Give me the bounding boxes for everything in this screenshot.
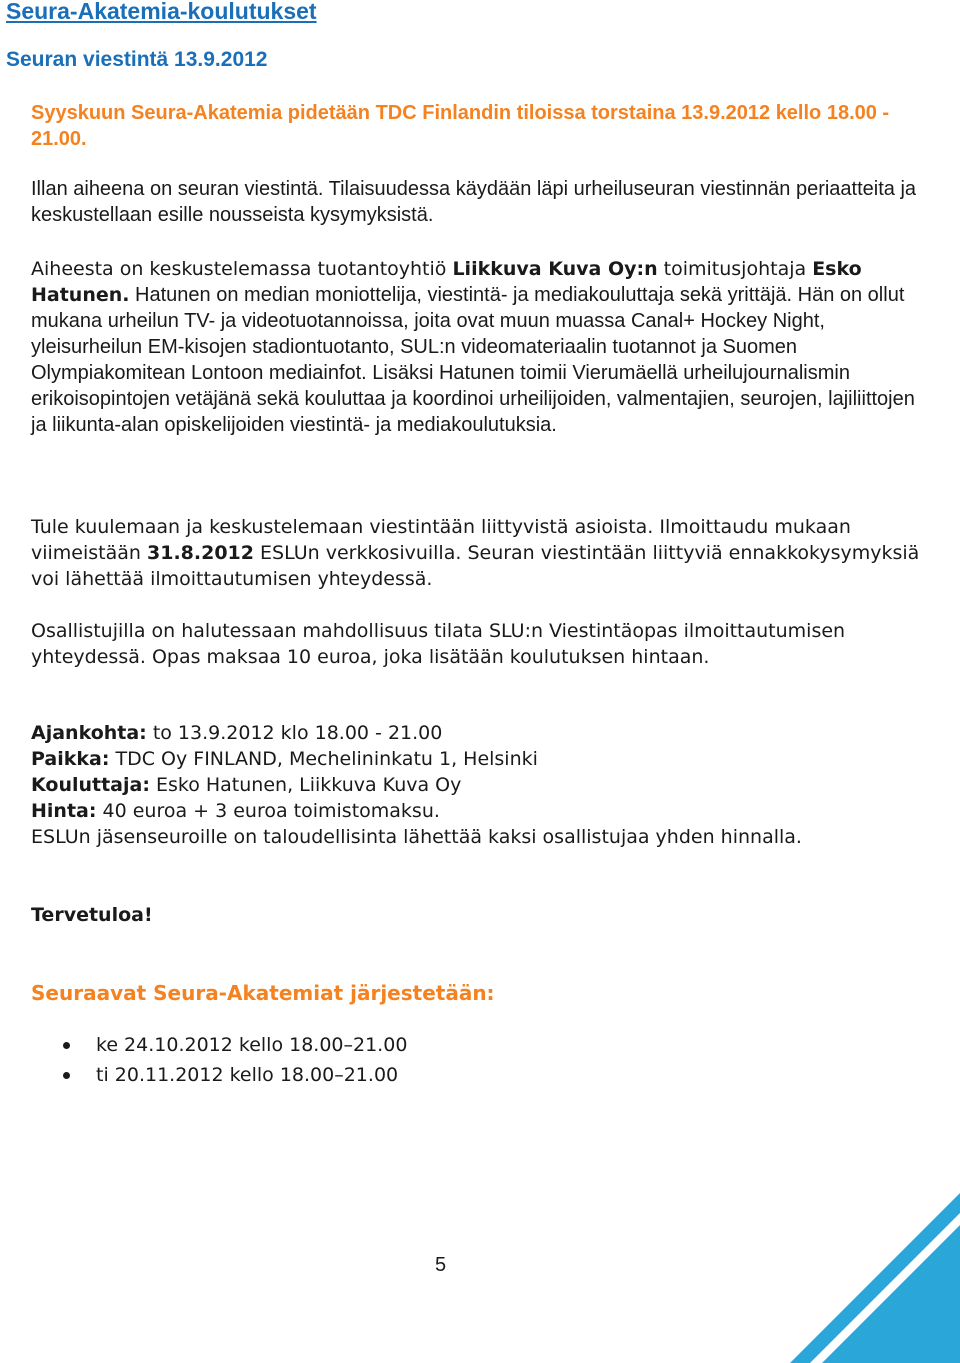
- page-title[interactable]: Seura-Akatemia-koulutukset: [6, 0, 317, 24]
- host-text-1: Aiheesta on keskustelemassa tuotantoyhtiö: [31, 258, 453, 280]
- event-details: [31, 720, 931, 850]
- host-text-2: toimitusjohtaja: [657, 258, 813, 280]
- list-item: [60, 1060, 407, 1090]
- intro-heading: Syyskuun Seura-Akatemia pidetään TDC Finlandin tiloissa torstaina 13.9.2012 kello 18.00 - 21.00.: [31, 102, 890, 150]
- list-item-text: ke 24.10.2012 kello 18.00–21.00: [96, 1034, 408, 1056]
- intro-paragraph: Illan aiheena on seuran viestintä. Tilaisuudessa käydään läpi urheiluseuran viestinnän periaatteita ja keskustellaan esille nousseista kysymyksistä.: [31, 178, 917, 226]
- invite-paragraph: [31, 514, 931, 592]
- detail-trainer-label: Kouluttaja:: [31, 774, 150, 796]
- page-number: 5: [435, 1254, 447, 1276]
- detail-time-value: to 13.9.2012 klo 18.00 - 21.00: [146, 722, 443, 744]
- detail-place-value: TDC Oy FINLAND, Mechelininkatu 1, Helsinki: [109, 748, 538, 770]
- detail-time-label: Ajankohta:: [31, 722, 147, 744]
- detail-member-note: ESLUn jäsenseuroille on taloudellisinta lähettää kaksi osallistujaa yhden hinnalla.: [31, 826, 802, 848]
- bullet-icon: [63, 1072, 70, 1079]
- registration-deadline: 31.8.2012: [147, 542, 254, 564]
- corner-decoration-icon: [790, 1193, 960, 1363]
- welcome-text: Tervetuloa!: [31, 904, 153, 926]
- upcoming-list: [60, 1030, 407, 1090]
- host-name: Esko Hatunen.: [31, 258, 862, 306]
- detail-place-label: Paikka:: [31, 748, 110, 770]
- detail-price-value: 40 euroa + 3 euroa toimistomaksu.: [96, 800, 440, 822]
- detail-trainer: [31, 772, 931, 798]
- invite-text-2: ESLUn verkkosivuilla. Seuran viestintään liittyviä ennakkokysymyksiä voi lähettää ilmoittautumisen yhteydessä.: [31, 542, 920, 590]
- bullet-icon: [63, 1042, 70, 1049]
- materials-paragraph: Osallistujilla on halutessaan mahdollisuus tilata SLU:n Viestintäopas ilmoittautumisen yhteydessä. Opas maksaa 10 euroa, joka lisätään koulutuksen hintaan.: [31, 620, 846, 668]
- detail-trainer-value: Esko Hatunen, Liikkuva Kuva Oy: [149, 774, 462, 796]
- detail-price: [31, 798, 931, 824]
- corner-triangle: [790, 1193, 960, 1363]
- list-item: [60, 1030, 407, 1060]
- host-text-3: Hatunen on median moniottelija, viestintä- ja mediakouluttaja sekä yrittäjä. Hän on ollut mukana urheilun TV- ja videotuotannoissa, joita ovat muun muassa Canal+ Hockey Night, yleisurheilun EM-kisojen stadiontuotanto, SUL:n videomateriaalin tuotannot ja Suomen Olympiakomitean Lontoon mediainfot. Lisäksi Hatunen toimii Vierumäellä urheilujournalismin erikoisopintojen vetäjänä sekä kouluttaa ja koordinoi urheilijoiden, valmentajien, seurojen, lajiliittojen ja liikunta-alan opiskelijoiden viestintä- ja mediakoulutuksia.: [31, 284, 915, 436]
- list-item-text: ti 20.11.2012 kello 18.00–21.00: [96, 1064, 399, 1086]
- detail-time: [31, 720, 931, 746]
- detail-place: [31, 746, 931, 772]
- host-company: Liikkuva Kuva Oy:n: [452, 258, 658, 280]
- host-paragraph: [31, 256, 931, 438]
- upcoming-heading: Seuraavat Seura-Akatemiat järjestetään:: [31, 981, 495, 1005]
- section-title: Seuran viestintä 13.9.2012: [6, 48, 268, 71]
- invite-text-1: Tule kuulemaan ja keskustelemaan viestintään liittyvistä asioista. Ilmoittaudu mukaan viimeistään: [31, 516, 851, 564]
- detail-price-label: Hinta:: [31, 800, 97, 822]
